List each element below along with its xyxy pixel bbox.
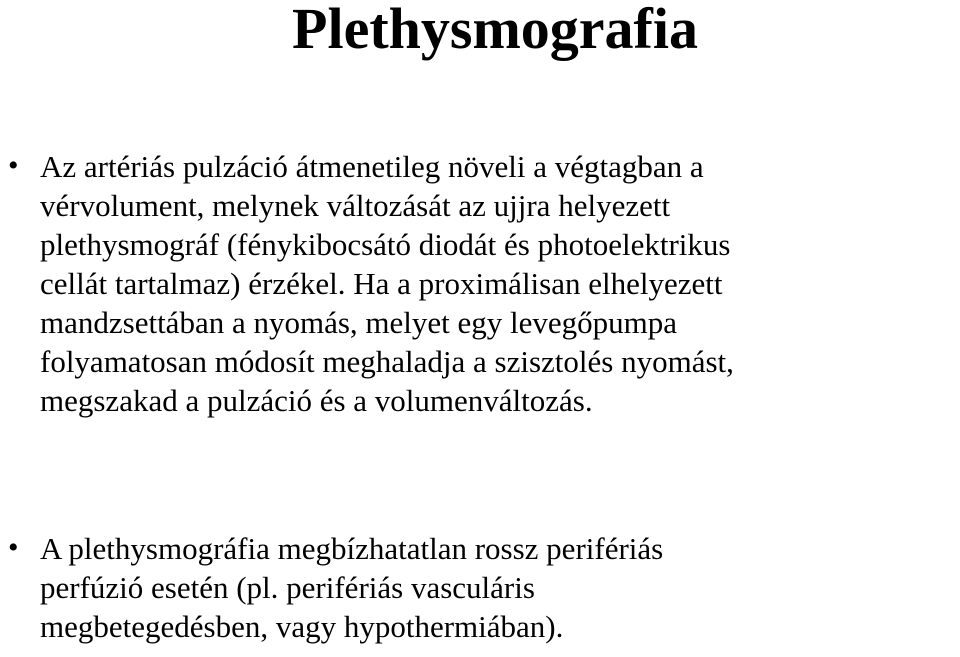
slide-title: Plethysmografia bbox=[292, 0, 698, 61]
bullet-text-line: megbetegedésben, vagy hypothermiában). bbox=[40, 609, 564, 644]
bullet-text-line: folyamatosan módosít meghaladja a szisztolés nyomást, bbox=[40, 344, 734, 379]
bullet-text bbox=[40, 529, 958, 646]
bullet-text-line: cellát tartalmaz) érzékel. Ha a proximálisan elhelyezett bbox=[40, 266, 723, 301]
bullet-text-line: plethysmográf (fénykibocsátó diodát és photoelektrikus bbox=[40, 227, 731, 262]
bullet-text bbox=[40, 147, 958, 420]
bullet-text-line: megszakad a pulzáció és a volumenváltozás. bbox=[40, 383, 593, 418]
bullet-text-line: A plethysmográfia megbízhatatlan rossz perifériás bbox=[40, 531, 664, 566]
bullet-dot-icon: • bbox=[8, 531, 19, 564]
bullet-text-line: perfúzió esetén (pl. perifériás vasculáris bbox=[40, 570, 535, 605]
bullet-dot-icon: • bbox=[8, 149, 19, 182]
bullet-text-line: mandzsettában a nyomás, melyet egy levegőpumpa bbox=[40, 305, 678, 340]
bullet-text-line: Az artériás pulzáció átmenetileg növeli a végtagban a bbox=[40, 149, 704, 184]
bullet-text-line: vérvolument, melynek változását az ujjra helyezett bbox=[40, 188, 671, 223]
